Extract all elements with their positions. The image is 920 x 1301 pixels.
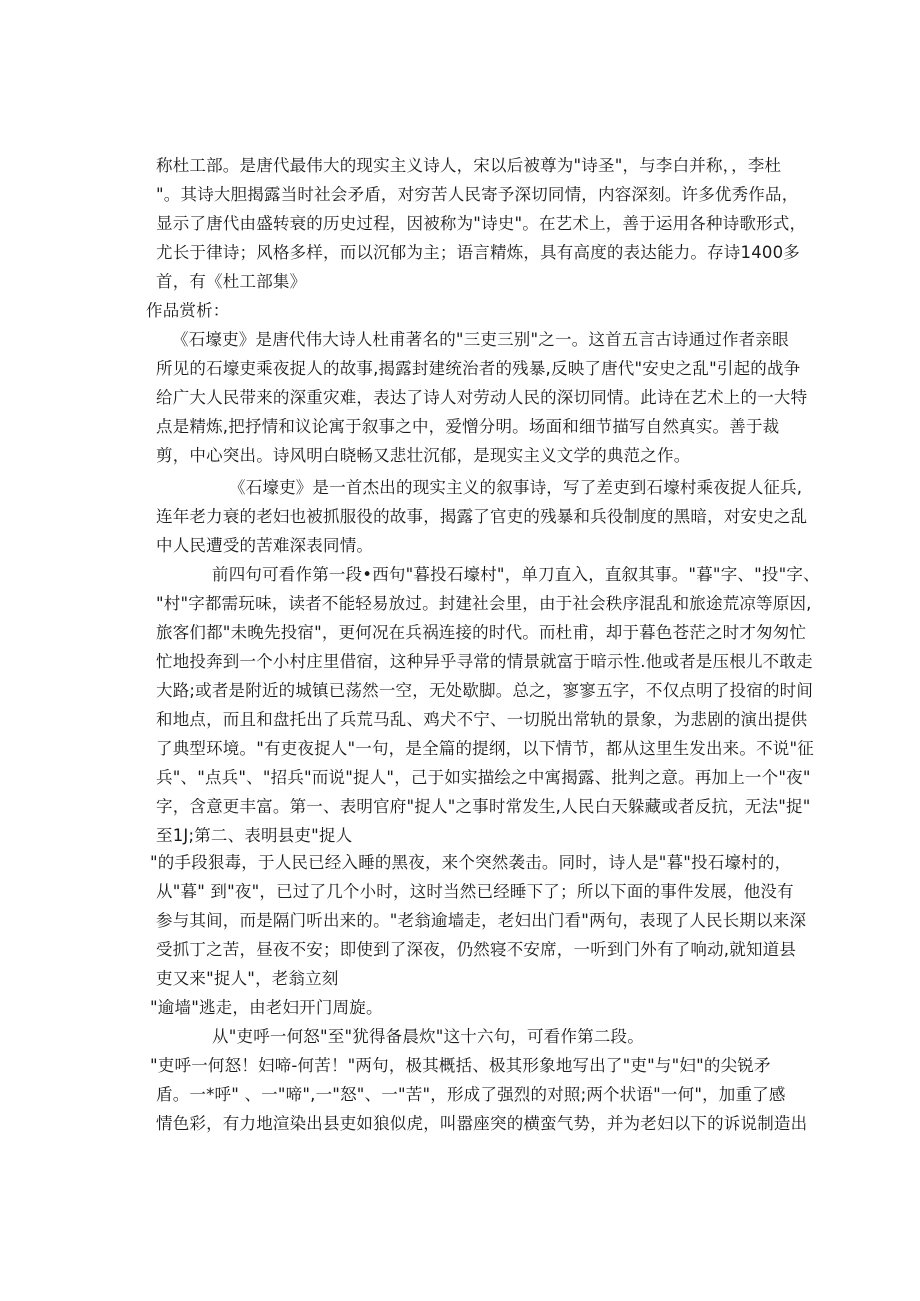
text-line: 和地点，而且和盘托出了兵荒马乱、鸡犬不宁、一切脱出常轨的景象，为悲剧的演出提供 <box>156 710 808 729</box>
text-line: 至1J;第二、表明县吏"捉人 <box>156 826 353 845</box>
text-line: 情色彩，有力地渲染出县吏如狼似虎，叫嚣座突的横蛮气势，并为老妇以下的诉说制造出 <box>156 1114 808 1133</box>
text-line: 称杜工部。是唐代最伟大的现实主义诗人，宋以后被尊为"诗圣"，与李白并称，，李杜 <box>156 156 782 175</box>
text-line: 首，有《杜工部集》 <box>156 272 307 291</box>
text-line: 点是精炼,把抒情和议论寓于叙事之中，爱憎分明。场面和细节描写自然真实。善于裁 <box>156 417 780 436</box>
text-line: "的手段狠毒，于人民已经入睡的黑夜，来个突然袭击。同时，诗人是"暮"投石壕村的， <box>150 853 792 872</box>
text-line: 中人民遭受的苦难深表同情。 <box>156 536 374 555</box>
text-line: 给广大人民带来的深重灾难，表达了诗人对劳动人民的深切同情。此诗在艺术上的一大特 <box>156 388 808 407</box>
text-line: 剪，中心突出。诗风明白晓畅又悲壮沉郁，是现实主义文学的典范之作。 <box>156 446 691 465</box>
text-line: 从"吏呼一何怒"至"犹得备晨炊"这十六句，可看作第二段。 <box>212 1027 644 1046</box>
text-line: 前四句可看作第一段•西句"暮投石壕村"，单刀直入，直叙其事。"暮"字、"投"字、 <box>212 565 820 584</box>
text-line: 显示了唐代由盛转衰的历史过程，因被称为"诗史"。在艺术上，善于运用各种诗歌形式， <box>156 214 807 233</box>
text-line: 参与其间，而是隔门听出来的。"老翁逾墙走，老妇出门看"两句，表现了人民长期以来深 <box>156 911 807 930</box>
section-heading: 作品赏析： <box>146 301 230 320</box>
text-line: 从"暮" 到"夜"，已过了几个小时，这时当然已经睡下了；所以下面的事件发展，他没有 <box>156 882 794 901</box>
text-line: 了典型环境。"有吏夜捉人"一句，是全篇的提纲，以下情节，都从这里生发出来。不说"征 <box>156 739 814 758</box>
text-line: 忙地投奔到一个小村庄里借宿，这种异乎寻常的情景就富于暗示性.他或者是压根儿不敢走 <box>156 652 813 671</box>
text-line: "吏呼一何怒！妇啼-何苦！"两句，极其概括、极其形象地写出了"吏"与"妇"的尖锐矛 <box>150 1056 771 1075</box>
text-line: "逾墙"逃走，由老妇开门周旋。 <box>150 998 383 1017</box>
text-line: 受抓丁之苦，昼夜不安；即使到了深夜，仍然寝不安席，一听到门外有了响动,就知道县 <box>156 940 797 959</box>
text-line: "村"字都需玩味，读者不能轻易放过。封建社会里，由于社会秩序混乱和旅途荒凉等原因, <box>156 594 812 613</box>
text-line: 吏又来"捉人"，老翁立刻 <box>156 969 339 988</box>
text-line: 《石壕吏》是一首杰出的现实主义的叙事诗，写了差吏到石壕村乘夜捉人征兵, <box>229 478 803 497</box>
text-line: "。其诗大胆揭露当时社会矛盾，对穷苦人民寄予深切同情，内容深刻。许多优秀作品， <box>156 185 799 204</box>
text-line: 盾。一*呼" 、一"啼",一"怒"、一"苦"，形成了强烈的对照;两个状语"一何"，加重了感 <box>156 1085 786 1104</box>
text-line: 尤长于律诗；风格多样，而以沉郁为主；语言精炼，具有高度的表达能力。存诗1400多 <box>156 243 800 262</box>
text-line: 大路;或者是附近的城镇已荡然一空，无处歇脚。总之，寥寥五字，不仅点明了投宿的时间 <box>156 681 814 700</box>
text-line: 字，含意更丰富。第一、表明官府"捉人"之事时常发生,人民白天躲藏或者反抗，无法"捉" <box>156 797 811 816</box>
text-line: 所见的石壕吏乘夜捉人的故事,揭露封建统治者的残暴,反映了唐代"安史之乱"引起的战争 <box>156 359 801 378</box>
text-line: 兵"、"点兵"、"招兵"而说"捉人"，己于如实描绘之中寓揭露、批判之意。再加上一个"夜" <box>156 768 811 787</box>
text-line: 旅客们都"未晚先投宿"，更何况在兵祸连接的时代。而杜甫，却于暮色苍茫之时才匆匆忙 <box>156 623 807 642</box>
text-line: 连年老力衰的老妇也被抓服役的故事，揭露了官吏的残暴和兵役制度的黑暗，对安史之乱 <box>156 507 808 526</box>
text-line: 《石壕吏》是唐代伟大诗人杜甫著名的"三吏三别"之一。这首五言古诗通过作者亲眼 <box>172 330 789 349</box>
